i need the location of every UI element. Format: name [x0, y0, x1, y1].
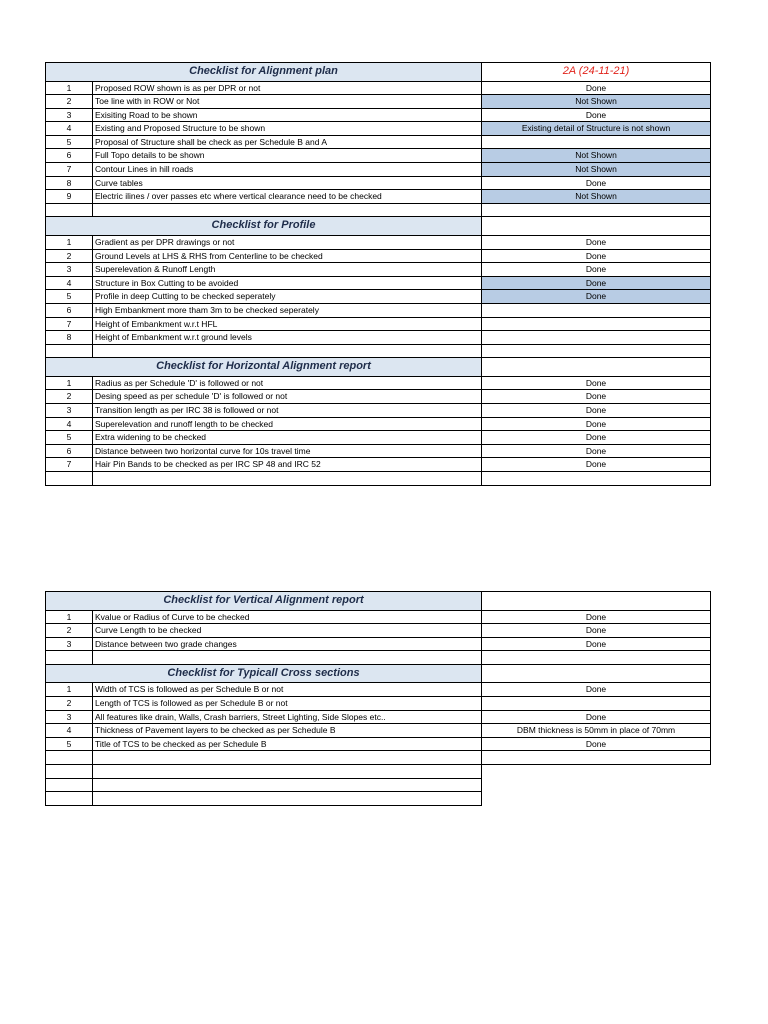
empty-space [482, 792, 711, 806]
checklist-row [46, 95, 711, 109]
row-result: Done [482, 683, 711, 697]
row-number: 9 [46, 190, 93, 204]
checklist-row [46, 610, 711, 624]
checklist-row [46, 637, 711, 651]
row-result [482, 317, 711, 331]
row-item: Superelevation and runoff length to be checked [93, 417, 482, 431]
blank-cell [482, 203, 711, 217]
row-number: 6 [46, 149, 93, 163]
table2-body [46, 592, 711, 806]
blank-row [46, 344, 711, 358]
row-result: Done [482, 637, 711, 651]
section-header-value [482, 358, 711, 377]
row-number: 1 [46, 235, 93, 249]
checklist-row [46, 444, 711, 458]
blank-cell [93, 651, 482, 665]
row-result: Done [482, 737, 711, 751]
blank-row [46, 203, 711, 217]
row-item: Length of TCS is followed as per Schedule B or not [93, 696, 482, 710]
row-number: 3 [46, 710, 93, 724]
checklist-table-1 [45, 62, 711, 486]
row-result: Done [482, 403, 711, 417]
row-item: Ground Levels at LHS & RHS from Centerline to be checked [93, 249, 482, 263]
blank-cell [93, 792, 482, 806]
row-item: Toe line with in ROW or Not [93, 95, 482, 109]
row-result: Existing detail of Structure is not shown [482, 122, 711, 136]
row-result: Done [482, 235, 711, 249]
section-header [46, 217, 711, 236]
row-result [482, 696, 711, 710]
checklist-row [46, 290, 711, 304]
row-item: High Embankment more tham 3m to be checked seperately [93, 303, 482, 317]
row-number: 3 [46, 263, 93, 277]
row-number: 2 [46, 249, 93, 263]
row-item: Height of Embankment w.r.t HFL [93, 317, 482, 331]
row-number: 3 [46, 403, 93, 417]
blank-row [46, 778, 711, 792]
blank-cell [46, 203, 93, 217]
blank-cell [482, 344, 711, 358]
blank-cell [93, 751, 482, 765]
checklist-row [46, 317, 711, 331]
checklist-row [46, 135, 711, 149]
row-item: Width of TCS is followed as per Schedule B or not [93, 683, 482, 697]
section-header [46, 358, 711, 377]
checklist-row [46, 403, 711, 417]
row-number: 2 [46, 624, 93, 638]
row-result: Done [482, 417, 711, 431]
row-item: Existing and Proposed Structure to be shown [93, 122, 482, 136]
row-number: 5 [46, 290, 93, 304]
row-item: Height of Embankment w.r.t ground levels [93, 331, 482, 345]
row-number: 4 [46, 276, 93, 290]
checklist-row [46, 696, 711, 710]
empty-space [482, 764, 711, 778]
row-result: Done [482, 431, 711, 445]
row-number: 4 [46, 417, 93, 431]
row-result: Not Shown [482, 149, 711, 163]
row-item: Extra widening to be checked [93, 431, 482, 445]
row-result: Done [482, 176, 711, 190]
row-result: Done [482, 624, 711, 638]
checklist-row [46, 737, 711, 751]
row-item: Structure in Box Cutting to be avoided [93, 276, 482, 290]
row-item: Title of TCS to be checked as per Schedule B [93, 737, 482, 751]
row-number: 1 [46, 610, 93, 624]
row-number: 6 [46, 444, 93, 458]
row-result: Not Shown [482, 95, 711, 109]
checklist-row [46, 683, 711, 697]
checklist-row [46, 624, 711, 638]
row-result: Done [482, 263, 711, 277]
blank-row [46, 471, 711, 485]
row-result: DBM thickness is 50mm in place of 70mm [482, 724, 711, 738]
blank-row [46, 792, 711, 806]
row-item: Full Topo details to be shown [93, 149, 482, 163]
checklist-row [46, 710, 711, 724]
blank-cell [93, 778, 482, 792]
checklist-row [46, 390, 711, 404]
blank-cell [93, 344, 482, 358]
row-result: Done [482, 444, 711, 458]
checklist-row [46, 276, 711, 290]
row-number: 5 [46, 431, 93, 445]
blank-row [46, 764, 711, 778]
blank-cell [46, 651, 93, 665]
section-header [46, 592, 711, 611]
row-number: 7 [46, 458, 93, 472]
row-item: Curve tables [93, 176, 482, 190]
section-header [46, 63, 711, 82]
checklist-table-2 [45, 591, 711, 806]
row-number: 4 [46, 122, 93, 136]
row-item: Exisiting Road to be shown [93, 108, 482, 122]
blank-cell [46, 792, 93, 806]
checklist-row [46, 81, 711, 95]
blank-row [46, 651, 711, 665]
checklist-row [46, 190, 711, 204]
row-result [482, 303, 711, 317]
row-item: Proposal of Structure shall be check as per Schedule B and A [93, 135, 482, 149]
row-number: 3 [46, 108, 93, 122]
section-title: Checklist for Vertical Alignment report [46, 592, 482, 611]
blank-cell [46, 471, 93, 485]
checklist-row [46, 108, 711, 122]
row-result: Done [482, 390, 711, 404]
row-number: 8 [46, 331, 93, 345]
blank-cell [46, 764, 93, 778]
row-number: 5 [46, 135, 93, 149]
blank-cell [93, 764, 482, 778]
checklist-row [46, 249, 711, 263]
checklist-row [46, 376, 711, 390]
row-number: 1 [46, 376, 93, 390]
section-header [46, 664, 711, 683]
row-item: Electric ilines / over passes etc where vertical clearance need to be checked [93, 190, 482, 204]
row-number: 7 [46, 163, 93, 177]
checklist-row [46, 149, 711, 163]
empty-space [482, 778, 711, 792]
checklist-row [46, 122, 711, 136]
row-item: Desing speed as per schedule 'D' is followed or not [93, 390, 482, 404]
checklist-row [46, 263, 711, 277]
row-item: Distance between two grade changes [93, 637, 482, 651]
row-result: Done [482, 81, 711, 95]
row-result: Not Shown [482, 163, 711, 177]
row-number: 2 [46, 390, 93, 404]
checklist-row [46, 431, 711, 445]
row-number: 6 [46, 303, 93, 317]
blank-cell [46, 751, 93, 765]
blank-row [46, 751, 711, 765]
row-number: 5 [46, 737, 93, 751]
blank-cell [482, 751, 711, 765]
blank-cell [46, 344, 93, 358]
row-number: 2 [46, 696, 93, 710]
row-number: 7 [46, 317, 93, 331]
row-result: Done [482, 249, 711, 263]
row-result: Done [482, 458, 711, 472]
row-number: 1 [46, 81, 93, 95]
row-number: 2 [46, 95, 93, 109]
row-item: Thickness of Pavement layers to be checked as per Schedule B [93, 724, 482, 738]
row-result: Done [482, 710, 711, 724]
row-item: Superelevation & Runoff Length [93, 263, 482, 277]
checklist-row [46, 303, 711, 317]
section-title: Checklist for Alignment plan [46, 63, 482, 82]
row-result [482, 135, 711, 149]
row-number: 8 [46, 176, 93, 190]
row-item: Kvalue or Radius of Curve to be checked [93, 610, 482, 624]
row-item: Radius as per Schedule 'D' is followed or not [93, 376, 482, 390]
row-result: Done [482, 108, 711, 122]
checklist-row [46, 331, 711, 345]
row-number: 3 [46, 637, 93, 651]
blank-cell [46, 778, 93, 792]
checklist-row [46, 458, 711, 472]
row-result: Done [482, 610, 711, 624]
row-result [482, 331, 711, 345]
section-title: Checklist for Typicall Cross sections [46, 664, 482, 683]
checklist-row [46, 235, 711, 249]
checklist-row [46, 724, 711, 738]
row-item: Proposed ROW shown is as per DPR or not [93, 81, 482, 95]
checklist-row [46, 163, 711, 177]
row-item: All features like drain, Walls, Crash barriers, Street Lighting, Side Slopes etc.. [93, 710, 482, 724]
blank-cell [482, 471, 711, 485]
row-item: Transition length as per IRC 38 is followed or not [93, 403, 482, 417]
row-item: Contour Lines in hill roads [93, 163, 482, 177]
blank-cell [93, 203, 482, 217]
checklist-row [46, 417, 711, 431]
section-header-value [482, 217, 711, 236]
table1-body [46, 63, 711, 486]
row-result: Done [482, 376, 711, 390]
blank-cell [482, 651, 711, 665]
row-result: Done [482, 276, 711, 290]
row-number: 4 [46, 724, 93, 738]
section-title: Checklist for Horizontal Alignment report [46, 358, 482, 377]
section-title: Checklist for Profile [46, 217, 482, 236]
row-result: Not Shown [482, 190, 711, 204]
row-item: Curve Length to be checked [93, 624, 482, 638]
blank-cell [93, 471, 482, 485]
row-result: Done [482, 290, 711, 304]
checklist-row [46, 176, 711, 190]
section-header-value [482, 592, 711, 611]
row-item: Hair Pin Bands to be checked as per IRC SP 48 and IRC 52 [93, 458, 482, 472]
row-item: Gradient as per DPR drawings or not [93, 235, 482, 249]
row-number: 1 [46, 683, 93, 697]
section-header-value [482, 664, 711, 683]
row-item: Profile in deep Cutting to be checked seperately [93, 290, 482, 304]
section-header-value: 2A (24-11-21) [482, 63, 711, 82]
row-item: Distance between two horizontal curve for 10s travel time [93, 444, 482, 458]
